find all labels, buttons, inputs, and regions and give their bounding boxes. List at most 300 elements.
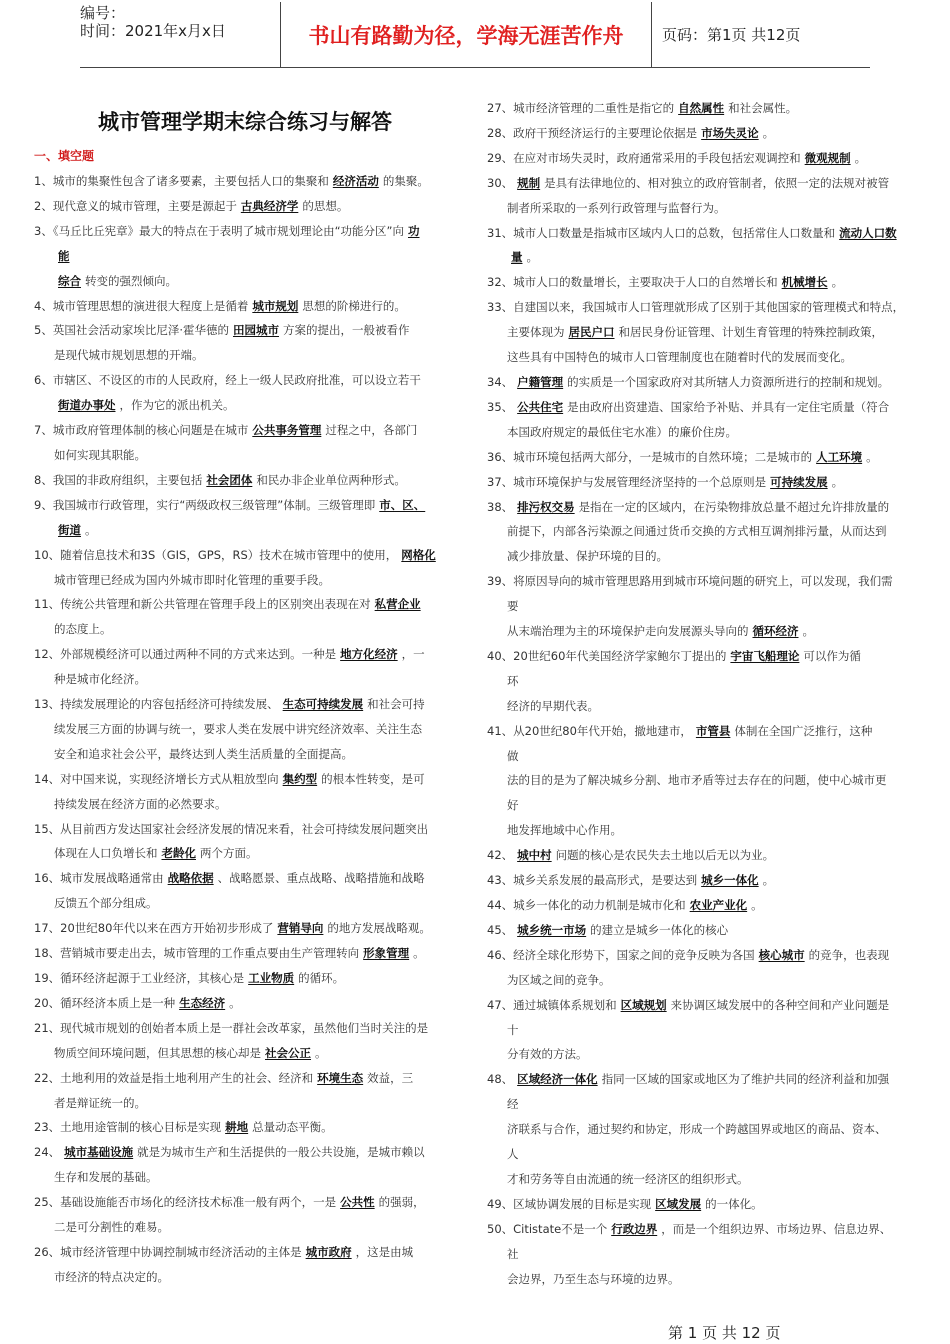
question-line [487,245,920,270]
question-text: 就是为城市生产和生活提供的一般公共设施，是城市赖以 [137,1145,425,1160]
question-text: 26、城市经济管理中协调控制城市经济活动的主体是 [34,1244,302,1259]
question-line [34,692,456,717]
answer-blank: 城市规划 [252,298,299,313]
answer-blank: 私营企业 [374,597,421,612]
header-motto: 书山有路勤为径，学海无涯苦作舟 [280,2,652,67]
question-line [34,368,456,393]
answer-blank: 户籍管理 [517,374,564,389]
question-item [34,692,456,767]
question-text: 38、 [487,499,514,514]
question-line [34,1240,456,1265]
question-text: 的根本性转变，是可 [321,771,425,786]
question-text: 33、自建国以来，我国城市人口管理就形成了区别于其他国家的管理模式和特点， [487,300,905,315]
question-text: 2、现代意义的城市管理，主要是源起于 [34,198,237,213]
question-text: 25、基础设施能否市场化的经济技术标准一般有两个，一是 [34,1195,337,1210]
question-text: 者是辩证统一的。 [54,1095,146,1110]
question-text: 28、政府干预经济运行的主要理论依据是 [487,125,698,140]
question-text: 种是城市化经济。 [54,672,146,687]
question-line [487,1167,920,1192]
question-line [487,470,920,495]
question-text: 物质空间环境问题，但其思想的核心却是 [54,1045,261,1060]
answer-blank: 田园城市 [232,323,279,338]
question-line [487,1217,920,1242]
question-item [34,1140,456,1190]
question-text: 从末端治理为主的环境保护走向发展源头导向的 [507,624,749,639]
question-text: 。 [831,474,844,489]
question-text: 两个方面。 [200,846,258,861]
question-text: 43、城乡关系发展的最高形式，是要达到 [487,873,698,888]
question-text: 。 [413,946,425,961]
question-text: ，而是一个组织边界、市场边界、信息边界、 [661,1221,892,1236]
question-text: 35、 [487,399,514,414]
question-item [34,1115,456,1140]
question-item [487,1192,920,1217]
question-text: 地发挥地域中心作用。 [507,823,622,838]
question-line [34,717,456,742]
answer-blank: 综合 [58,273,81,288]
question-text: 9、我国城市行政管理，实行“两级政权三级管理”体制。三级管理即 [34,497,376,512]
question-text: 。 [802,624,814,639]
question-line [487,1042,920,1067]
question-text: 20、循环经济本质上是一种 [34,995,176,1010]
answer-blank: 量 [511,250,523,265]
question-text: 。 [751,898,763,912]
question-list-left [34,169,456,1290]
question-item [34,991,456,1016]
question-item [34,1240,456,1290]
answer-blank: 社会公正 [265,1045,311,1060]
question-text: 主要体现为 [507,325,565,340]
question-line [34,817,456,842]
answer-blank: 微观规制 [804,150,851,165]
question-item [487,395,920,445]
question-text: 。 [85,522,97,537]
question-item [487,918,920,943]
question-item [34,194,456,219]
question-item [34,468,456,493]
question-text: 10、随着信息技术和3S（GIS，GPS，RS）技术在城市管理中的使用， [34,547,398,562]
question-text: 19、循环经济起源于工业经济，其核心是 [34,971,245,985]
question-line [487,918,920,943]
answer-blank: 市、区、 [379,497,426,512]
question-line [487,644,920,669]
question-item [34,169,456,194]
answer-blank: 城市政府 [305,1244,352,1259]
question-line [487,270,920,295]
question-line [487,1142,920,1167]
question-line [34,468,456,493]
question-line [487,968,920,993]
question-text: 31、城市人口数量是指城市区域内人口的总数，包括常住人口数量和 [487,225,836,240]
question-text: 17、20世纪80年代以来在西方开始初步形成了 [34,921,274,936]
answer-blank: 社会团体 [206,472,253,487]
question-text: 的竞争，也表现 [808,947,890,962]
question-item [487,370,920,395]
question-line [487,1117,920,1142]
answer-blank: 环境生态 [317,1070,364,1085]
answer-blank: 街道办事处 [58,398,116,413]
question-item [487,719,920,844]
answer-blank: 生态可持续发展 [282,697,364,712]
question-line [34,966,456,991]
question-text: 44、城乡一体化的动力机制是城市化和 [487,898,686,912]
question-line [487,121,920,146]
question-line [34,269,456,294]
question-line [34,393,456,418]
question-line [487,594,920,619]
question-line [34,343,456,368]
question-text: 13、持续发展理论的内容包括经济可持续发展、 [34,697,279,712]
question-text: ，作为它的派出机关。 [119,398,235,413]
question-text: 法的目的是为了解决城乡分割、地市矛盾等过去存在的问题，使中心城市更 [507,773,887,788]
question-line [34,318,456,343]
question-item [487,1217,920,1292]
answer-blank: 形象管理 [363,946,410,961]
question-text: 为区域之间的竞争。 [507,972,611,987]
question-line [487,793,920,818]
question-line [34,1215,456,1240]
question-text: 24、 [34,1145,61,1160]
question-text: 过程之中，各部门 [325,423,418,438]
question-text: 23、土地用途管制的核心目标是实现 [34,1120,222,1135]
question-text: 和社会属性。 [728,101,798,115]
answer-blank: 排污权交易 [517,499,575,514]
question-line [487,445,920,470]
question-item [487,221,920,271]
question-line [487,395,920,420]
question-line [487,1067,920,1092]
question-text: 34、 [487,374,514,389]
question-line [34,916,456,941]
question-text: 二是可分割性的难易。 [54,1220,169,1235]
question-text: 是指在一定的区域内，在污染物排放总量不超过允许排放量的 [578,499,890,514]
question-line [487,619,920,644]
question-line [34,667,456,692]
question-line [34,617,456,642]
question-text: 体制在全国广泛推行，这种 [734,723,873,738]
page-footer: 第 1 页 共 12 页 [668,1324,781,1342]
answer-blank: 老龄化 [161,846,196,861]
question-line [487,370,920,395]
question-text: 39、将原因导向的城市管理思路用到城市环境问题的研究上，可以发现，我们需 [487,574,893,589]
question-line [34,1140,456,1165]
question-item [34,1190,456,1240]
question-text: 5、英国社会活动家埃比尼泽·霍华德的 [34,323,229,338]
question-item [34,493,456,543]
question-text: 的强弱， [378,1195,425,1210]
question-text: 做 [507,748,519,763]
question-line [487,744,920,769]
question-line [487,868,920,893]
question-text: 46、经济全球化形势下，国家之间的竞争反映为各国 [487,947,755,962]
question-text: 15、从目前西方发达国家社会经济发展的情况来看，社会可持续发展问题突出 [34,821,429,836]
answer-blank: 流动人口数 [839,225,897,240]
question-text: 效益，三 [367,1070,414,1085]
question-line [487,295,920,320]
question-line [34,518,456,543]
question-item [487,644,920,719]
answer-blank: 集约型 [282,771,318,786]
answer-blank: 地方化经济 [340,647,398,662]
question-text: 29、在应对市场失灵时，政府通常采用的手段包括宏观调控和 [487,150,801,165]
question-text: 是现代城市规划思想的开端。 [54,348,204,363]
question-text: 32、城市人口的数量增长，主要取决于人口的自然增长和 [487,275,778,290]
question-text: 的地方发展战略观。 [327,921,431,936]
question-item [487,495,920,570]
question-line [34,941,456,966]
question-text: 47、通过城镇体系规划和 [487,997,617,1012]
answer-blank: 循环经济 [752,624,799,639]
question-text: 。 [229,995,241,1010]
question-line [34,418,456,443]
question-item [34,543,456,593]
answer-blank: 城市基础设施 [64,1145,134,1160]
question-text: 环 [507,673,519,688]
question-text: 指同一区域的国家或地区为了维护共同的经济利益和加强 [601,1072,890,1087]
answer-blank: 机械增长 [781,275,828,290]
question-text: 制者所采取的一系列行政管理与监督行为。 [507,200,726,215]
question-text: 。 [526,250,538,265]
question-item [34,767,456,817]
question-item [487,146,920,171]
question-text: 40、20世纪60年代美国经济学家鲍尔丁提出的 [487,648,727,663]
question-item [34,418,456,468]
question-text: 1、城市的集聚性包含了诸多要素，主要包括人口的集聚和 [34,174,329,188]
question-line [487,221,920,246]
question-text: 14、对中国来说，实现经济增长方式从粗放型向 [34,771,279,786]
question-text: 问题的核心是农民失去土地以后无以为业。 [555,848,775,863]
question-line [487,993,920,1018]
question-line [34,244,456,269]
question-line [34,1165,456,1190]
question-text: 36、城市环境包括两大部分，一是城市的自然环境；二是城市的 [487,449,813,464]
answer-blank: 城中村 [517,848,552,863]
answer-blank: 市场失灵论 [701,125,759,140]
question-line [487,519,920,544]
question-item [487,270,920,295]
question-text: 分有效的方法。 [507,1047,588,1062]
question-text: 可以作为循 [803,648,861,663]
question-line [487,420,920,445]
question-line [487,1242,920,1267]
question-text: 思想的阶梯进行的。 [302,298,406,313]
question-line [34,991,456,1016]
answer-blank: 可持续发展 [770,474,828,489]
question-text: ，一 [401,647,425,662]
question-item [487,569,920,644]
question-item [34,966,456,991]
answer-blank: 区域经济一体化 [517,1072,598,1087]
right-column [487,96,920,1292]
question-line [34,493,456,518]
question-item [34,941,456,966]
question-text: 3、《马丘比丘宪章》最大的特点在于表明了城市规划理论由“功能分区”向 [34,223,404,238]
question-line [487,146,920,171]
question-line [34,592,456,617]
answer-blank: 街道 [58,522,81,537]
question-text: 经济的早期代表。 [507,698,599,713]
answer-blank: 区域发展 [655,1196,702,1211]
header-page-label: 页码：第1页 共12页 [662,26,801,44]
question-text: 30、 [487,175,514,190]
question-text: 和居民身份证管理、计划生育管理的特殊控制政策， [618,325,883,340]
question-line [34,1091,456,1116]
question-text: 37、城市环境保护与发展管理经济坚持的一个总原则是 [487,474,767,489]
question-item [34,294,456,319]
question-item [487,171,920,221]
question-text: 、战略愿景、重点战略、战略措施和战略 [217,871,425,886]
question-text: 45、 [487,922,514,937]
question-text: 转变的强烈倾向。 [85,273,177,288]
question-line [487,1018,920,1043]
question-line [487,544,920,569]
question-item [34,1016,456,1066]
left-column [34,96,456,1290]
answer-blank: 耕地 [225,1120,249,1135]
question-text: 安全和追求社会公平，最终达到人类生活质量的全面提高。 [54,746,353,761]
question-line [487,320,920,345]
question-item [487,868,920,893]
answer-blank: 城乡一体化 [701,873,759,888]
question-text: 。 [866,449,878,464]
question-text: 十 [507,1022,519,1037]
question-line [487,96,920,121]
question-line [487,171,920,196]
question-text: 。 [762,125,775,140]
answer-blank: 公共事务管理 [252,423,322,438]
question-text: 11、传统公共管理和新公共管理在管理手段上的区别突出表现在对 [34,597,371,612]
question-line [34,891,456,916]
question-text: 经 [507,1097,519,1112]
question-text: 城市管理已经成为国内外城市即时化管理的重要手段。 [54,572,330,587]
page-header [80,2,870,68]
question-line [34,1016,456,1041]
question-text: 是由政府出资建造、国家给予补贴、并具有一定住宅质量（符合 [567,399,890,414]
question-text: 。 [831,275,844,290]
question-item [487,843,920,868]
question-line [34,841,456,866]
question-text: 8、我国的非政府组织，主要包括 [34,472,203,487]
answer-blank: 营销导向 [277,921,324,936]
question-item [34,916,456,941]
answer-blank: 生态经济 [179,995,226,1010]
answer-blank: 农业产业化 [689,898,748,912]
question-line [34,194,456,219]
question-text: 社 [507,1246,519,1261]
question-line [487,893,920,918]
question-line [487,569,920,594]
answer-blank: 区域规划 [620,997,667,1012]
question-text: 这些具有中国特色的城市人口管理制度也在随着时代的发展而变化。 [507,350,852,365]
question-line [487,694,920,719]
question-line [487,943,920,968]
question-text: 人 [507,1147,519,1162]
answer-blank: 古典经济学 [240,198,299,213]
answer-blank: 人工环境 [816,449,863,464]
header-meta [80,2,280,67]
question-item [487,121,920,146]
question-item [487,470,920,495]
question-text: 和社会可持 [367,697,425,712]
question-text: 本国政府规定的最低住宅水准）的廉价住房。 [507,424,737,439]
question-item [34,219,456,294]
answer-blank: 网格化 [401,547,436,562]
question-text: 的态度上。 [54,622,112,637]
answer-blank: 战略依据 [167,871,214,886]
question-line [487,196,920,221]
question-line [487,1192,920,1217]
question-text: 21、现代城市规划的创始者本质上是一群社会改革家，虽然他们当时关注的是 [34,1020,429,1035]
question-line [34,866,456,891]
question-text: 总量动态平衡。 [252,1120,333,1135]
question-text: 济联系与合作，通过契约和协定，形成一个跨越国界或地区的商品、资本、 [507,1122,887,1137]
question-line [34,1190,456,1215]
question-line [34,1265,456,1290]
question-text: 市经济的特点决定的。 [54,1269,169,1284]
question-list-right [487,96,920,1292]
question-text: 的实质是一个国家政府对其所辖人力资源所进行的控制和规划。 [567,374,890,389]
question-text: 18、营销城市要走出去，城市管理的工作重点要由生产管理转向 [34,946,360,961]
question-line [34,169,456,194]
question-text: 减少排放量、保护环境的目的。 [507,549,668,564]
question-text: 体现在人口负增长和 [54,846,158,861]
question-line [34,543,456,568]
question-text: 持续发展在经济方面的必然要求。 [54,796,227,811]
number-label: 编号： [80,4,126,22]
question-text: 要 [507,599,519,614]
question-text: 来协调区域发展中的各种空间和产业问题是 [670,997,890,1012]
question-item [487,993,920,1068]
question-text: 16、城市发展战略通常由 [34,871,164,886]
answer-blank: 能 [58,248,70,263]
question-text: 41、从20世纪80年代开始，撤地建市， [487,723,692,738]
section-heading: 一、填空题 [34,149,95,163]
question-text: 48、 [487,1072,514,1087]
question-text: ，这是由城 [355,1244,414,1259]
question-text: 的一体化。 [705,1196,763,1211]
question-line [487,669,920,694]
question-text: 续发展三方面的协调与统一，要求人类在发展中讲究经济效率、关注生态 [54,721,422,736]
question-text: 12、外部规模经济可以通过两种不同的方式来达到。一种是 [34,647,337,662]
question-line [487,495,920,520]
question-line [34,742,456,767]
question-text: 6、市辖区、不设区的市的人民政府，经上一级人民政府批准，可以设立若干 [34,373,421,388]
question-item [34,592,456,642]
question-text: 的集聚。 [382,174,429,188]
question-text: 。 [762,873,775,888]
question-line [34,642,456,667]
answer-blank: 功 [407,223,420,238]
question-text: 4、城市管理思想的演进很大程度上是循着 [34,298,249,313]
question-item [34,642,456,692]
question-item [487,295,920,370]
question-line [487,1267,920,1292]
question-text: 的循环。 [298,971,345,985]
question-line [34,568,456,593]
answer-blank: 市管县 [695,723,731,738]
answer-blank: 宇宙飞船理论 [730,648,800,663]
question-text: 27、城市经济管理的二重性是指它的 [487,101,675,115]
question-item [34,866,456,916]
question-text: 好 [507,798,519,813]
question-text: 。 [315,1045,327,1060]
question-text: 反馈五个部分组成。 [54,896,158,911]
question-text: 才和劳务等自由流通的统一经济区的组织形式。 [507,1171,749,1186]
question-line [34,1041,456,1066]
question-item [487,943,920,993]
answer-blank: 公共性 [340,1195,375,1210]
question-text: 和民办非企业单位两种形式。 [256,472,406,487]
